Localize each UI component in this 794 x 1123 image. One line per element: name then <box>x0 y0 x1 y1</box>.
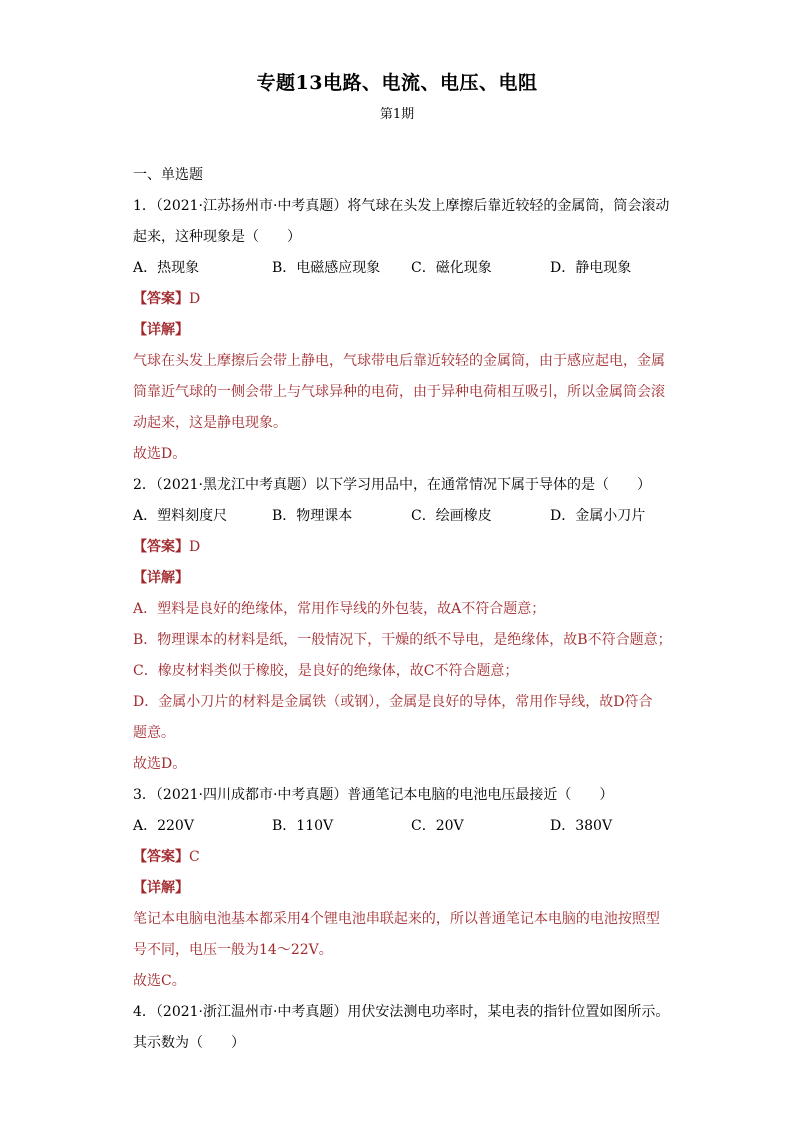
conclusion-line: 故选D。 <box>133 446 187 462</box>
answer-label: 【答案】 <box>133 849 189 865</box>
question-stem-line: 2．（2021·黑龙江中考真题）以下学习用品中，在通常情况下属于导体的是（ ） <box>133 477 651 493</box>
question-stem-line: 1．（2021·江苏扬州市·中考真题）将气球在头发上摩擦后靠近较轻的金属筒，筒会滚动 <box>133 198 670 214</box>
answer-line <box>133 284 665 315</box>
explanation-line: 动起来，这是静电现象。 <box>133 415 287 431</box>
document-title: 专题13电路、电流、电压、电阻 <box>256 72 538 94</box>
conclusion-line: 故选C。 <box>133 973 186 989</box>
option-a: A．塑料刻度尺 <box>133 508 228 524</box>
option-a: A．热现象 <box>133 260 200 276</box>
option-d: D．静电现象 <box>550 260 632 276</box>
question-options <box>133 501 665 532</box>
document-content <box>133 160 672 1059</box>
explanation-line: 筒靠近气球的一侧会带上与气球异种的电荷，由于异种电荷相互吸引，所以金属筒会滚 <box>133 384 665 400</box>
question-stem-line: 其示数为（ ） <box>133 1035 245 1051</box>
option-c: C．磁化现象 <box>411 260 492 276</box>
detail-label: 【详解】 <box>133 570 189 586</box>
question-3 <box>133 780 665 997</box>
answer-value: C <box>189 849 200 865</box>
explanation-line: 号不同，电压一般为14～22V。 <box>133 942 333 958</box>
explanation-line: 笔记本电脑电池基本都采用4个锂电池串联起来的，所以普通笔记本电脑的电池按照型 <box>133 911 660 927</box>
explanation-line: 气球在头发上摩擦后会带上静电，气球带电后靠近较轻的金属筒，由于感应起电，金属 <box>133 353 665 369</box>
question-2 <box>133 470 672 780</box>
section-title: 一、单选题 <box>133 167 203 183</box>
explanation-line: B．物理课本的材料是纸，一般情况下，干燥的纸不导电，是绝缘体，故B不符合题意； <box>133 632 672 648</box>
option-c: C．20V <box>411 818 464 834</box>
answer-label: 【答案】 <box>133 291 189 307</box>
option-d: D．380V <box>550 818 613 834</box>
question-stem-line: 起来，这种现象是（ ） <box>133 229 301 245</box>
answer-line <box>133 532 665 563</box>
answer-value: D <box>189 291 201 307</box>
question-4 <box>133 997 670 1059</box>
option-c: C．绘画橡皮 <box>411 508 492 524</box>
detail-label: 【详解】 <box>133 322 189 338</box>
option-b: B．电磁感应现象 <box>272 260 381 276</box>
question-1 <box>133 191 670 470</box>
answer-value: D <box>189 539 201 555</box>
question-options <box>133 253 665 284</box>
explanation-line: C．橡皮材料类似于橡胶，是良好的绝缘体，故C不符合题意； <box>133 663 519 679</box>
option-b: B．110V <box>272 818 334 834</box>
question-stem-line: 4．（2021·浙江温州市·中考真题）用伏安法测电功率时，某电表的指针位置如图所示。 <box>133 1004 670 1020</box>
explanation-line: D．金属小刀片的材料是金属铁（或钢），金属是良好的导体，常用作导线，故D符合 <box>133 694 653 710</box>
answer-line <box>133 842 665 873</box>
question-stem-line: 3．（2021·四川成都市·中考真题）普通笔记本电脑的电池电压最接近（ ） <box>133 787 614 803</box>
option-d: D．金属小刀片 <box>550 508 646 524</box>
detail-label: 【详解】 <box>133 880 189 896</box>
option-b: B．物理课本 <box>272 508 353 524</box>
explanation-line: A．塑料是良好的绝缘体，常用作导线的外包装，故A不符合题意； <box>133 601 546 617</box>
option-a: A．220V <box>133 818 194 834</box>
question-options <box>133 811 665 842</box>
explanation-line: 题意。 <box>133 725 175 741</box>
answer-label: 【答案】 <box>133 539 189 555</box>
conclusion-line: 故选D。 <box>133 756 187 772</box>
document-subtitle: 第1期 <box>379 107 415 122</box>
